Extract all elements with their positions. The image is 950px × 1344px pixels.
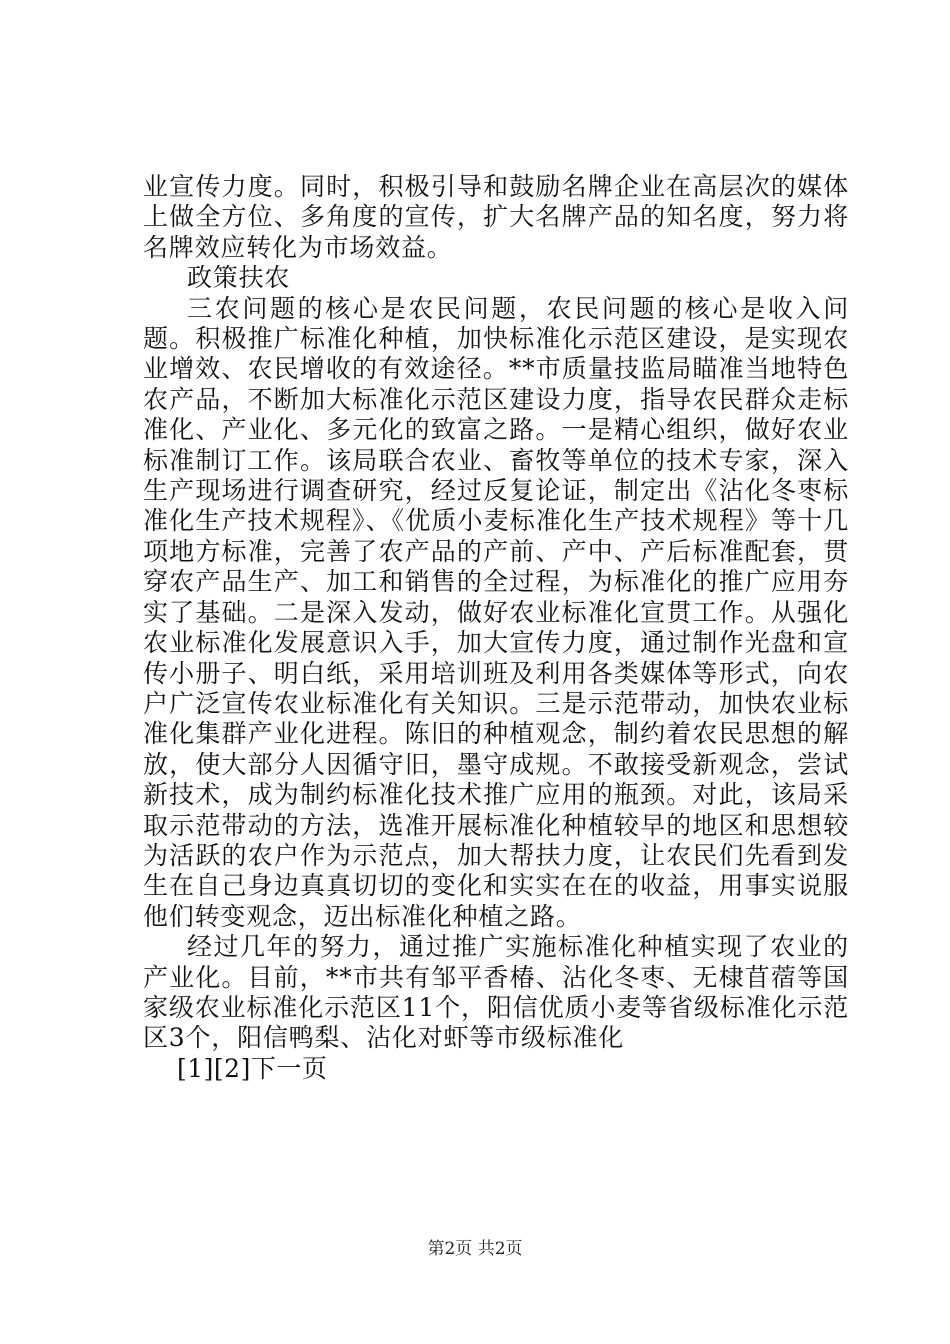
- section-heading: 政策扶农: [187, 263, 291, 293]
- page-indicator: 第2页 共2页: [427, 1239, 523, 1259]
- paragraph-main: 三农问题的核心是农民问题，农民问题的核心是收入问题。积极推广标准化种植，加快标准化示范区建设，是实现农业增效、农民增收的有效途径。**市质量技监局瞄准当地特色农产品，不断加大标准化示范区建设力度，指导农民群众走标准化、产业化、多元化的致富之路。一是精心组织，做好农业标准制订工作。该局联合农业、畜牧等单位的技术专家，深入生产现场进行调查研究，经过反复论证，制定出《沾化冬枣标准化生产技术规程》、《优质小麦标准化生产技术规程》等十几项地方标准，完善了农产品的产前、产中、产后标准配套，贯穿农产品生产、加工和销售的全过程，为标准化的推广应用夯实了基础。二是深入发动，做好农业标准化宣贯工作。从强化农业标准化发展意识入手，加大宣传力度，通过制作光盘和宣传小册子、明白纸，采用培训班及利用各类媒体等形式，向农户广泛宣传农业标准化有关知识。三是示范带动，加快农业标准化集群产业化进程。陈旧的种植观念，制约着农民思想的解放，使大部分人因循守旧，墨守成规。不敢接受新观念，尝试新技术，成为制约标准化技术推广应用的瓶颈。对此，该局采取示范带动的方法，选准开展标准化种植较早的地区和思想较为活跃的农户作为示范点，加大帮扶力度，让农民们先看到发生在自己身边真真切切的变化和实实在在的收益，用事实说服他们转变观念，迈出标准化种植之路。: [143, 293, 849, 931]
- page-link-1[interactable]: [1]: [177, 1053, 214, 1083]
- page-link-2[interactable]: [2]: [213, 1053, 251, 1083]
- paragraph-results: 经过几年的努力，通过推广实施标准化种植实现了农业的产业化。目前，**市共有邹平香椿、沾化冬枣、无棣苜蓿等国家级农业标准化示范区11个，阳信优质小麦等省级标准化示范区3个，阳信鸭梨、沾化对虾等市级标准化: [143, 932, 849, 1053]
- document-body: [143, 172, 849, 1084]
- paragraph-continuation: 业宣传力度。同时，积极引导和鼓励名牌企业在高层次的媒体上做全方位、多角度的宣传，扩大名牌产品的知名度，努力将名牌效应转化为市场效益。: [143, 172, 849, 262]
- next-page-link[interactable]: 下一页: [250, 1053, 328, 1083]
- pagination: [143, 1054, 849, 1084]
- page-footer: [0, 1238, 950, 1260]
